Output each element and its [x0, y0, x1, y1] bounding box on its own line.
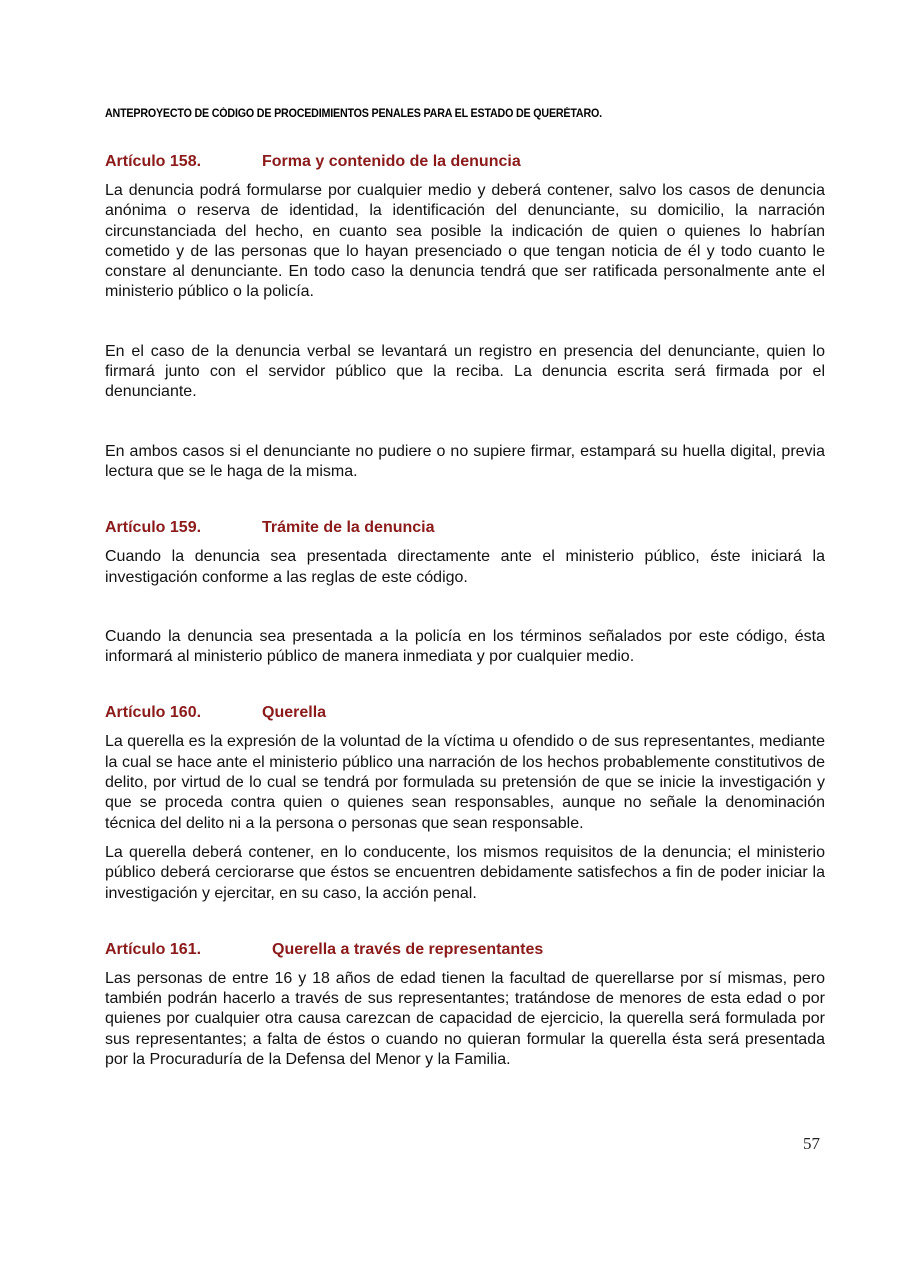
article-paragraph: Cuando la denuncia sea presentada directamente ante el ministerio público, éste iniciará la investigación conforme a las reglas de este código.	[105, 548, 825, 586]
article-number: Artículo 160.	[105, 704, 202, 722]
article-heading	[105, 940, 825, 960]
article-paragraph: En ambos casos si el denunciante no pudiere o no supiere firmar, estampará su huella digital, previa lectura que se le haga de la misma.	[105, 442, 825, 480]
article-title: Forma y contenido de la denuncia	[262, 153, 521, 170]
article-paragraph: Cuando la denuncia sea presentada a la policía en los términos señalados por este código, ésta informará al ministerio público de manera inmediata y por cualquier medio.	[105, 627, 825, 666]
article-heading	[105, 703, 825, 723]
article-159	[105, 518, 825, 667]
article-paragraph: La querella deberá contener, en lo conducente, los mismos requisitos de la denuncia; el ministerio público deberá cerciorarse que éstos se encuentren debidamente satisfechos a fin de poder iniciar la investigación y ejercitar, en su caso, la acción penal.	[105, 843, 825, 902]
article-paragraph: Las personas de entre 16 y 18 años de edad tienen la facultad de querellarse por sí mismas, pero también podrán hacerlo a través de sus representantes; tratándose de menores de esta edad o por quienes por cualquier otra causa carezcan de capacidad de ejercicio, la querella será formulada por sus representantes; a falta de éstos o cuando no quieran formular la querella ésta será presentada por la Procuraduría de la Defensa del Menor y la Familia.	[105, 969, 825, 1069]
article-heading	[105, 518, 825, 538]
article-number: Artículo 161.	[105, 940, 202, 958]
article-title: Trámite de la denuncia	[262, 519, 435, 537]
article-number: Artículo 159.	[105, 519, 202, 537]
article-161	[105, 940, 825, 1070]
article-paragraph: En el caso de la denuncia verbal se levantará un registro en presencia del denunciante, quien lo firmará junto con el servidor público que la reciba. La denuncia escrita será firmada por el denunciante.	[105, 342, 825, 401]
document-header: ANTEPROYECTO DE CÓDIGO DE PROCEDIMIENTOS PENALES PARA EL ESTADO DE QUERÉTARO.	[105, 108, 602, 120]
article-title: Querella	[262, 704, 327, 722]
document-body	[105, 152, 825, 1070]
article-heading	[105, 152, 825, 172]
page-number: 57	[803, 1134, 820, 1153]
article-paragraph: La denuncia podrá formularse por cualquier medio y deberá contener, salvo los casos de denuncia anónima o reserva de identidad, la identificación del denunciante, su domicilio, la narración circunstanciada del hecho, en cuanto sea posible la indicación de quien o quienes lo habrían cometido y de las personas que lo hayan presenciado o que tengan noticia de él y todo cuanto le constare al denunciante. En todo caso la denuncia tendrá que ser ratificada personalmente ante el ministerio público o la policía.	[105, 182, 825, 301]
article-number: Artículo 158.	[105, 153, 202, 170]
article-158	[105, 152, 825, 482]
article-title: Querella a través de representantes	[272, 940, 544, 958]
article-paragraph: La querella es la expresión de la voluntad de la víctima u ofendido o de sus representantes, mediante la cual se hace ante el ministerio público una narración de los hechos probablemente constitutivos de delito, por virtud de lo cual se tendrá por formulada su pretensión de que se inicie la investigación y que se proceda contra quien o quienes sean responsables, aunque no señale la denominación técnica del delito ni a la persona o personas que sean responsable.	[105, 733, 825, 832]
article-160	[105, 703, 825, 903]
